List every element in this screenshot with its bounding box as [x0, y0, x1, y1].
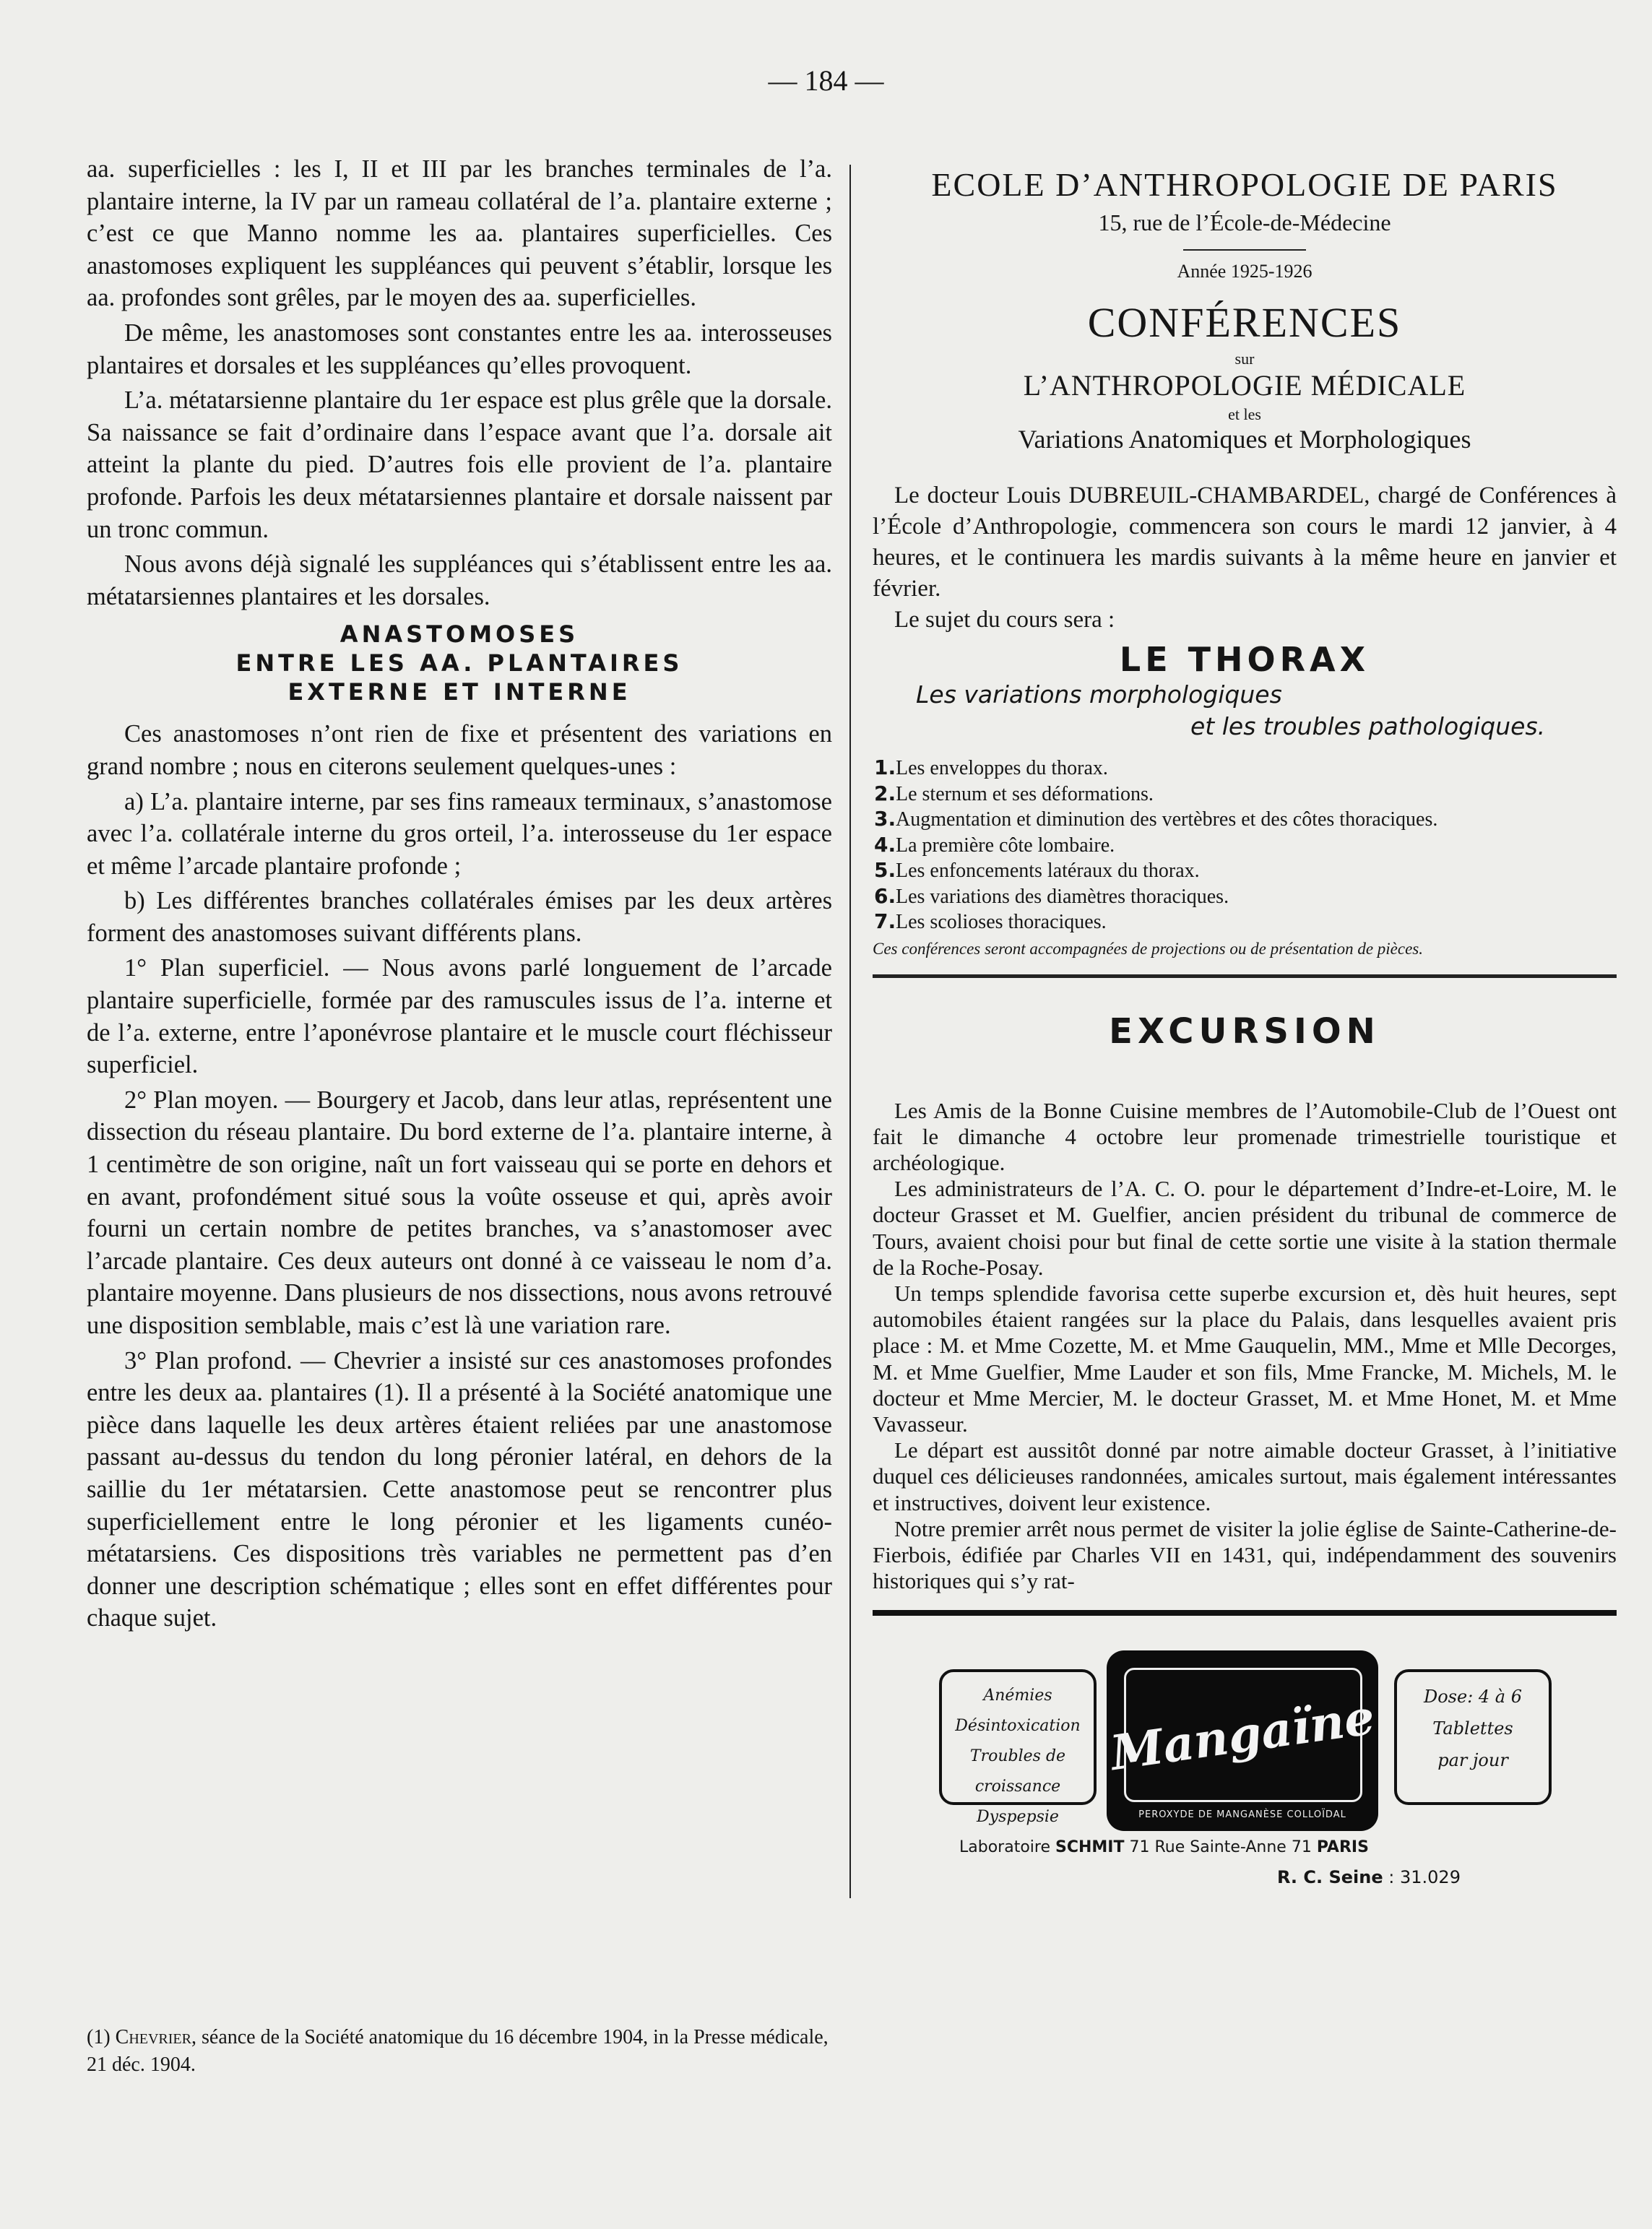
footnote-marker: (1) — [87, 2026, 116, 2048]
paragraph: Les administrateurs de l’A. C. O. pour le département d’Indre-et-Loire, M. le docteur Grasset et M. Guelfier, ancien président du tribunal de commerce de Tours, avaient choisi pour but final de cette sortie une visite à la station thermale de la Roche-Posay. — [873, 1176, 1617, 1280]
paragraph: Un temps splendide favorisa cette superbe excursion et, dès huit heures, sept automobiles étaient rangées sur la place du Palais, dans lesquelles avaient pris place : M. et Mme Cozette, M. et Mme Gauquelin, MM., Mme et Mlle Decorges, M. et Mme Guelfier, Mme Lauder et son fils, Mme Francke, M. Michels, M. le docteur et Mme Mercier, M. le docteur Grasset, M. et Mme Honet, M. et Mme Vavasseur. — [873, 1280, 1617, 1437]
paragraph: Notre premier arrêt nous permet de visiter la jolie église de Sainte-Catherine-de-Fierbois, édifiée par Charles VII en 1431, qui, indépendamment des souvenirs historiques qui s’y rat- — [873, 1515, 1617, 1594]
announcement-text: Le docteur Louis DUBREUIL-CHAMBARDEL, chargé de Conférences à l’École d’Anthropologie, commencera son cours le mardi 12 janvier, à 4 heures, et le continuera les mardis suivants à la même heure en janvier et février. — [873, 482, 1617, 602]
ad-brand-name: Mangaïne — [1107, 1689, 1378, 1782]
section-heading-line: ENTRE LES AA. PLANTAIRES — [235, 649, 683, 678]
thick-rule — [873, 1610, 1617, 1616]
excursion-article — [873, 1098, 1617, 1595]
section-heading-line: EXTERNE ET INTERNE — [287, 678, 631, 706]
item-number: 7. — [874, 909, 896, 933]
topic-list — [873, 756, 1617, 935]
subject-intro: Le sujet du cours sera : — [894, 607, 1115, 633]
ad-dosage-box — [1394, 1669, 1552, 1805]
item-text: Les scolioses thoraciques. — [896, 911, 1107, 933]
trade-register — [1277, 1867, 1461, 1887]
ad-laboratory — [959, 1838, 1369, 1856]
connector-et-les: et les — [1228, 405, 1261, 423]
conference-note: Ces conférences seront accompagnées de projections ou de présentation de pièces. — [873, 939, 1423, 958]
page-number: — 184 — — [768, 64, 884, 97]
paragraph: De même, les anastomoses sont constantes entre les aa. interosseuses plantaires et dorsales et les suppléances qu’elles provoquent. — [87, 319, 832, 379]
horizontal-rule — [873, 974, 1617, 978]
column-divider — [849, 165, 851, 1898]
paragraph: 1° Plan superficiel. — Nous avons parlé longuement de l’arcade plantaire superficielle, formée par des ramuscules issus de l’a. interne et de l’a. externe, entre l’aponévrose plantaire et le muscle court fléchisseur superficiel. — [87, 954, 832, 1079]
paragraph: a) L’a. plantaire interne, par ses fins rameaux terminaux, s’anastomose avec l’a. collatérale interne du gros orteil, l’a. interosseuse du 1er espace et même l’arcade plantaire profonde ; — [87, 787, 832, 880]
subject-title: LE THORAX — [1119, 640, 1370, 679]
list-item — [874, 909, 1617, 935]
lab-city: PARIS — [1316, 1838, 1369, 1857]
advertisement — [873, 1650, 1617, 1888]
footnote-author: Chevrier — [115, 2026, 191, 2048]
section-heading-line: ANASTOMOSES — [340, 620, 579, 649]
short-rule — [1183, 249, 1306, 251]
paragraph: 2° Plan moyen. — Bourgery et Jacob, dans leur atlas, représentent une dissection du réseau plantaire. Du bord externe de l’a. plantaire interne, à 1 centimètre de son origine, naît un fort vaisseau qui se porte en dehors et en avant, profondément situé sous la voûte osseuse et qui, après avoir fourni un certain nombre de petites branches, va s’anastomoser avec l’arcade plantaire. Ces deux auteurs ont donné à ce vaisseau le nom d’a. plantaire moyenne. Dans plusieurs de nos dissections, nous avons retrouvé une disposition semblable, mais c’est là une variation rare. — [87, 1086, 832, 1339]
item-text: Les variations des diamètres thoraciques. — [896, 885, 1229, 908]
paragraph: b) Les différentes branches collatérales émises par les deux artères forment des anastomoses suivant différents plans. — [87, 887, 832, 947]
subject-subtitle — [873, 679, 1617, 743]
paragraph: Nous avons déjà signalé les suppléances qui s’établissent entre les aa. métatarsiennes plantaires et les dorsales. — [87, 550, 832, 610]
item-text: Augmentation et diminution des vertèbres et des côtes thoraciques. — [896, 808, 1438, 831]
ad-dosage-line: Tablettes — [1432, 1718, 1513, 1739]
excursion-title: EXCURSION — [1109, 1010, 1380, 1052]
item-number: 4. — [874, 832, 896, 857]
paragraph: Les Amis de la Bonne Cuisine membres de l’Automobile-Club de l’Ouest ont fait le dimanche 4 octobre leur promenade trimestrielle touristique et archéologique. — [873, 1097, 1617, 1175]
announcement — [873, 480, 1617, 636]
left-column — [87, 153, 832, 1635]
list-item — [874, 807, 1617, 833]
ad-brand-caption: PEROXYDE DE MANGANÈSE COLLOÏDAL — [1138, 1809, 1346, 1821]
subtitle-line: Les variations morphologiques — [916, 680, 1282, 709]
academic-year: Année 1925-1926 — [1177, 261, 1312, 282]
rc-number: : 31.029 — [1388, 1867, 1461, 1888]
ad-indication: Désintoxication — [955, 1717, 1081, 1736]
connector-sur: sur — [1234, 350, 1255, 368]
right-column — [873, 165, 1617, 1888]
list-item — [874, 782, 1617, 808]
item-text: Le sternum et ses déformations. — [896, 782, 1154, 805]
ad-indication: Troubles de croissance — [969, 1747, 1066, 1796]
item-number: 2. — [874, 781, 896, 805]
paragraph: aa. superficielles : les I, II et III par les branches terminales de l’a. plantaire interne, la IV par un rameau collatéral de l’a. plantaire externe ; c’est ce que Manno nomme les aa. plantaires superficielles. Ces anastomoses expliquent les suppléances qui peuvent s’établir, lorsque les aa. profondes sont grêles, par le moyen des aa. superficielles. — [87, 155, 832, 312]
list-item — [874, 858, 1617, 884]
rc-label: R. C. Seine — [1277, 1867, 1383, 1888]
item-number: 1. — [874, 756, 896, 779]
paragraph: L’a. métatarsienne plantaire du 1er espace est plus grêle que la dorsale. Sa naissance se fait d’ordinaire dans l’espace avant que l’a. dorsale ait atteint la plante du pied. D’autres fois elle provient de l’a. plantaire profonde. Parfois les deux métatarsiennes plantaire et dorsale naissent par un tronc commun. — [87, 386, 832, 543]
ad-indications-box — [939, 1669, 1097, 1827]
school-title: ECOLE D’ANTHROPOLOGIE DE PARIS — [931, 166, 1558, 203]
list-item — [874, 756, 1617, 782]
item-text: La première côte lombaire. — [896, 834, 1115, 857]
item-number: 5. — [874, 858, 896, 882]
item-text: Les enfoncements latéraux du thorax. — [896, 860, 1200, 882]
ad-indication: Anémies — [983, 1687, 1052, 1705]
section-heading — [87, 620, 832, 706]
conferences-title: CONFÉRENCES — [1087, 299, 1402, 346]
item-number: 6. — [874, 883, 896, 908]
ad-indication: Dyspepsie — [977, 1808, 1059, 1827]
item-text: Les enveloppes du thorax. — [896, 757, 1108, 779]
lab-address: 71 Rue Sainte-Anne 71 — [1129, 1838, 1312, 1857]
lab-name: SCHMIT — [1055, 1838, 1125, 1857]
footnote-text: , séance de la Société anatomique du 16 décembre 1904, in la Presse médicale, 21 déc. 1904. — [87, 2026, 829, 2076]
anthropology-title: L’ANTHROPOLOGIE MÉDICALE — [1023, 369, 1466, 402]
paragraph: 3° Plan profond. — Chevrier a insisté sur ces anastomoses profondes entre les deux aa. plantaires (1). Il a présenté à la Société anatomique une pièce dans laquelle les deux artères étaient reliées par une anastomose passant au-dessus du tendon du long péronier latéral, en dehors de la saillie du 1er métatarsien. Cette anastomose peut se rencontrer plus superficiellement entre le long péronier et les ligaments cunéo-métatarsiens. Ces dispositions très variables ne permettent pas d’en donner une description schématique ; elles sont en effet différentes pour chaque sujet. — [87, 1346, 832, 1632]
footnote — [87, 2024, 832, 2079]
paragraph: Le départ est aussitôt donné par notre aimable docteur Grasset, à l’initiative duquel ces délicieuses randonnées, amicales surtout, mais également intéressantes et instructives, doivent leur existence. — [873, 1437, 1617, 1515]
ad-dosage-line: Dose: 4 à 6 — [1423, 1687, 1523, 1708]
subtitle-line: et les troubles pathologiques. — [1190, 712, 1546, 740]
school-address: 15, rue de l’École-de-Médecine — [1098, 209, 1391, 235]
paragraph: Ces anastomoses n’ont rien de fixe et présentent des variations en grand nombre ; nous en citerons seulement quelques-unes : — [87, 720, 832, 780]
ad-brand-logo — [1107, 1650, 1378, 1831]
item-number: 3. — [874, 807, 896, 831]
variations-title: Variations Anatomiques et Morphologiques — [1018, 425, 1471, 454]
list-item — [874, 884, 1617, 910]
list-item — [874, 833, 1617, 859]
lab-prefix: Laboratoire — [959, 1838, 1050, 1857]
ad-dosage-line: par jour — [1437, 1750, 1508, 1771]
